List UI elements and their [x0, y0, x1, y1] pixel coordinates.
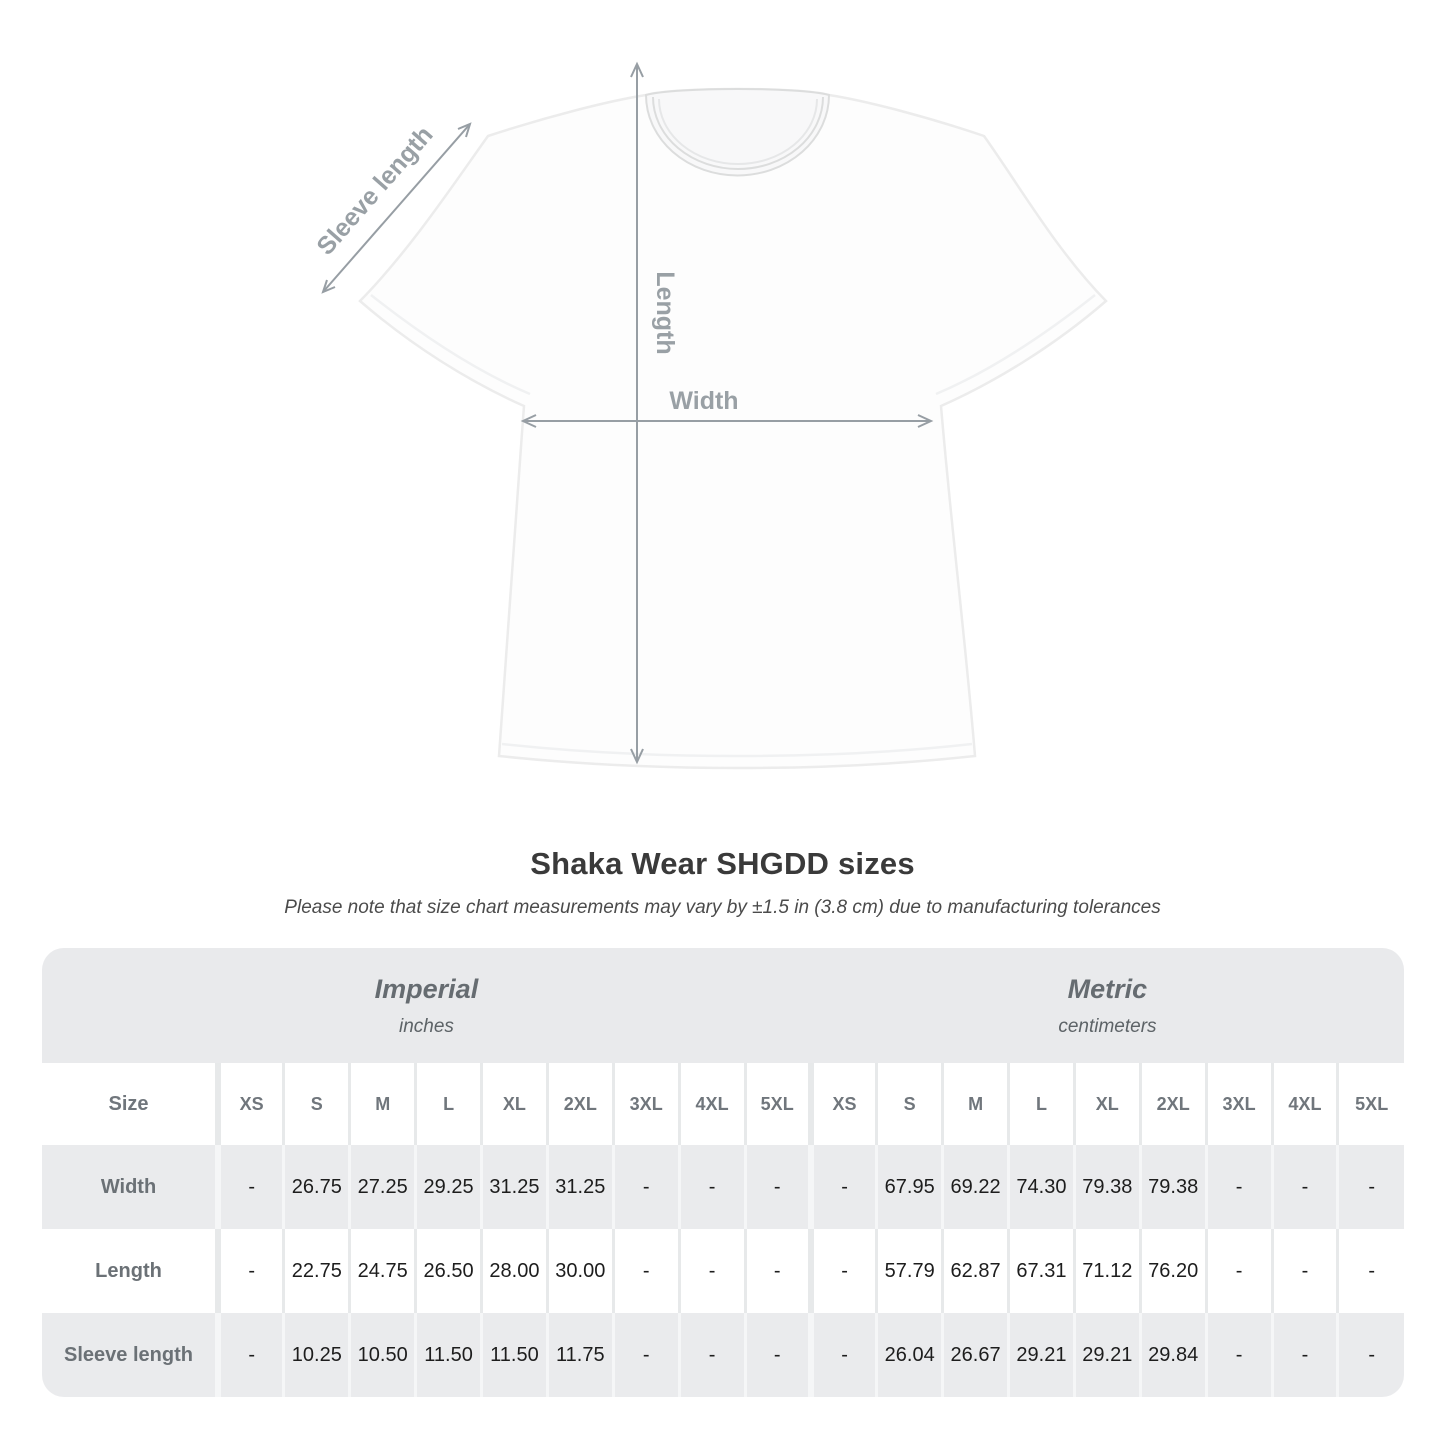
value-cell: -	[1272, 1229, 1338, 1313]
value-cell: 24.75	[350, 1229, 416, 1313]
size-header: 4XL	[679, 1063, 745, 1145]
value-cell: 10.50	[350, 1313, 416, 1397]
value-cell: 10.25	[284, 1313, 350, 1397]
value-cell: 26.75	[284, 1145, 350, 1229]
value-cell: -	[1338, 1313, 1404, 1397]
size-header-row	[42, 1063, 1404, 1145]
value-cell: 26.50	[416, 1229, 482, 1313]
value-cell: 76.20	[1140, 1229, 1206, 1313]
size-header: 5XL	[745, 1063, 811, 1145]
value-cell: -	[218, 1313, 284, 1397]
size-header: S	[284, 1063, 350, 1145]
value-cell: -	[218, 1229, 284, 1313]
value-cell: 57.79	[877, 1229, 943, 1313]
size-header: XS	[811, 1063, 877, 1145]
size-header: S	[877, 1063, 943, 1145]
value-cell: 31.25	[547, 1145, 613, 1229]
size-header: M	[350, 1063, 416, 1145]
size-table-container	[42, 948, 1404, 1397]
size-header: XL	[482, 1063, 548, 1145]
size-header: L	[1009, 1063, 1075, 1145]
value-cell: -	[218, 1145, 284, 1229]
value-cell: 29.21	[1009, 1313, 1075, 1397]
value-cell: -	[1338, 1145, 1404, 1229]
value-cell: -	[1206, 1313, 1272, 1397]
size-table	[42, 948, 1404, 1397]
metric-group-header	[811, 948, 1404, 1063]
size-header: L	[416, 1063, 482, 1145]
value-cell: -	[745, 1145, 811, 1229]
size-header: 4XL	[1272, 1063, 1338, 1145]
value-cell: 67.95	[877, 1145, 943, 1229]
metric-group-unit: centimeters	[1058, 1015, 1157, 1037]
value-cell: 79.38	[1140, 1145, 1206, 1229]
value-cell: 62.87	[943, 1229, 1009, 1313]
row-label: Width	[100, 1175, 157, 1198]
value-cell: 69.22	[943, 1145, 1009, 1229]
tolerance-note: Please note that size chart measurements may vary by ±1.5 in (3.8 cm) due to manufacturing tolerances	[284, 897, 1161, 918]
size-header: XL	[1074, 1063, 1140, 1145]
value-cell: 11.50	[482, 1313, 548, 1397]
table-row-width	[42, 1145, 1404, 1229]
row-label: Sleeve length	[64, 1343, 193, 1366]
table-row-sleeve-length	[42, 1313, 1404, 1397]
size-header: M	[943, 1063, 1009, 1145]
size-header: 3XL	[1206, 1063, 1272, 1145]
imperial-group-header	[42, 948, 811, 1063]
value-cell: -	[679, 1229, 745, 1313]
metric-group-name: Metric	[1067, 973, 1148, 1004]
value-cell: -	[1338, 1229, 1404, 1313]
value-cell: -	[679, 1313, 745, 1397]
table-row-length	[42, 1229, 1404, 1313]
imperial-group-name: Imperial	[374, 973, 479, 1004]
value-cell: -	[613, 1145, 679, 1229]
value-cell: -	[745, 1313, 811, 1397]
value-cell: 71.12	[1074, 1229, 1140, 1313]
value-cell: 79.38	[1074, 1145, 1140, 1229]
length-label: Length	[651, 271, 679, 355]
value-cell: -	[679, 1145, 745, 1229]
value-cell: -	[745, 1229, 811, 1313]
value-cell: 26.67	[943, 1313, 1009, 1397]
value-cell: 22.75	[284, 1229, 350, 1313]
size-header: 2XL	[1140, 1063, 1206, 1145]
value-cell: -	[811, 1313, 877, 1397]
value-cell: 31.25	[482, 1145, 548, 1229]
value-cell: 29.21	[1074, 1313, 1140, 1397]
value-cell: -	[1272, 1313, 1338, 1397]
value-cell: 30.00	[547, 1229, 613, 1313]
row-label: Length	[95, 1259, 162, 1282]
value-cell: 28.00	[482, 1229, 548, 1313]
value-cell: 29.84	[1140, 1313, 1206, 1397]
value-cell: 29.25	[416, 1145, 482, 1229]
value-cell: 11.75	[547, 1313, 613, 1397]
value-cell: 11.50	[416, 1313, 482, 1397]
size-header: 2XL	[547, 1063, 613, 1145]
size-header: XS	[218, 1063, 284, 1145]
imperial-group-unit: inches	[398, 1015, 454, 1037]
width-label: Width	[669, 387, 739, 415]
value-cell: 26.04	[877, 1313, 943, 1397]
size-header: 3XL	[613, 1063, 679, 1145]
tshirt-graphic	[360, 89, 1106, 768]
value-cell: 67.31	[1009, 1229, 1075, 1313]
value-cell: -	[811, 1229, 877, 1313]
value-cell: 74.30	[1009, 1145, 1075, 1229]
unit-group-row	[42, 948, 1404, 1063]
value-cell: 27.25	[350, 1145, 416, 1229]
value-cell: -	[811, 1145, 877, 1229]
size-header: 5XL	[1338, 1063, 1404, 1145]
value-cell: -	[1206, 1229, 1272, 1313]
value-cell: -	[613, 1229, 679, 1313]
value-cell: -	[1272, 1145, 1338, 1229]
page-title: Shaka Wear SHGDD sizes	[530, 846, 915, 881]
size-col-header: Size	[42, 1063, 218, 1145]
sleeve-length-label: Sleeve length	[311, 120, 439, 261]
value-cell: -	[613, 1313, 679, 1397]
value-cell: -	[1206, 1145, 1272, 1229]
